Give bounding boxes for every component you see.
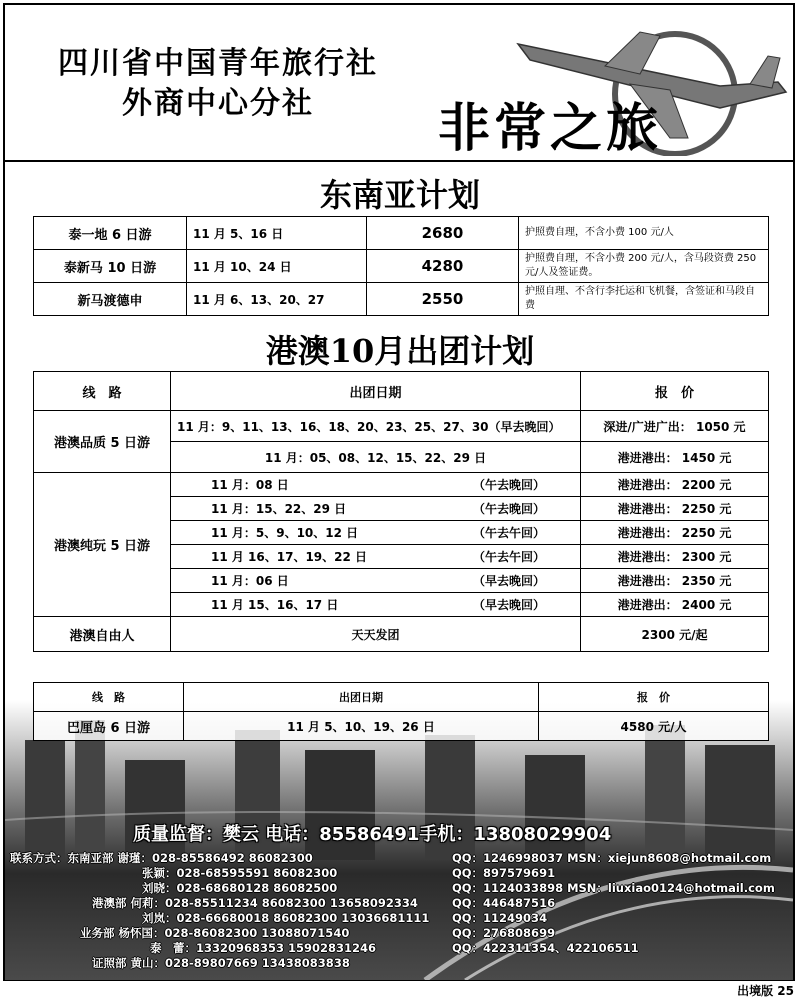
departure-dates: 11 月：05、08、12、15、22、29 日 [171, 442, 581, 473]
price-note: 护照自理、不含行李托运和飞机餐，含签证和马段自费 [519, 283, 769, 316]
contact-line: 港澳部 何莉：028-85511234 86082300 13658092334 [92, 896, 418, 910]
date-text: 11 月：06 日 [211, 574, 289, 588]
price: 港进港出： 2250 元 [581, 497, 769, 521]
departure-dates [171, 545, 581, 569]
qq-line: QQ：446487516 [452, 896, 556, 910]
contact-line: 联系方式：东南亚部 谢瑾：028-85586492 86082300 [10, 851, 313, 865]
header-divider [3, 160, 795, 162]
table-header-row [34, 683, 769, 712]
company-name-line1: 四川省中国青年旅行社 [58, 46, 378, 81]
column-header-dates: 出团日期 [184, 683, 539, 712]
column-header-route: 线 路 [34, 372, 171, 411]
departure-dates [171, 593, 581, 617]
quality-supervision: 质量监督：樊云 电话：85586491手机：13808029904 [133, 824, 612, 845]
table-row [34, 712, 769, 741]
price: 港进港出： 2400 元 [581, 593, 769, 617]
route-name: 港澳纯玩 5 日游 [34, 473, 171, 617]
bali-table [33, 682, 769, 741]
hk-macau-table [33, 371, 769, 652]
price-note: 护照费自理，不含小费 200 元/人，含马段资费 250 元/人及签证费。 [519, 250, 769, 283]
date-text: 11 月：08 日 [211, 478, 289, 492]
table-row [34, 217, 769, 250]
qq-line: QQ：1124033898 MSN：liuxiao0124@hotmail.com [452, 881, 775, 895]
column-header-price: 报 价 [539, 683, 769, 712]
date-text: 11 月：5、9、10、12 日 [211, 526, 359, 540]
price: 深进/广进广出： 1050 元 [581, 411, 769, 442]
route-name: 泰新马 10 日游 [34, 250, 187, 283]
qq-line: QQ：1246998037 MSN：xiejun8608@hotmail.com [452, 851, 772, 865]
hk-macau-title: 港澳10月出团计划 [265, 332, 535, 370]
column-header-route: 线 路 [34, 683, 184, 712]
departure-dates: 11 月 10、24 日 [187, 250, 367, 283]
date-text: 11 月 16、17、19、22 日 [211, 550, 368, 564]
southeast-asia-title: 东南亚计划 [319, 176, 480, 214]
schedule-note: （午去午回） [473, 526, 546, 540]
qq-line: QQ：276808699 [452, 926, 556, 940]
contact-line: 刘岚：028-66680018 86082300 13036681111 [142, 911, 430, 925]
schedule-note: （早去晚回） [473, 574, 546, 588]
table-header-row [34, 372, 769, 411]
departure-dates [171, 473, 581, 497]
table-row [34, 411, 769, 442]
qq-line: QQ：422311354、422106511 [452, 941, 639, 955]
price: 2680 [367, 217, 519, 250]
departure-dates: 11 月 5、10、19、26 日 [184, 712, 539, 741]
price: 2300 元/起 [581, 617, 769, 652]
price: 港进港出： 2200 元 [581, 473, 769, 497]
price: 4580 元/人 [539, 712, 769, 741]
schedule-note: （午去晚回） [473, 478, 546, 492]
contact-line: 证照部 黄山：028-89807669 13438083838 [92, 956, 350, 970]
column-header-price: 报 价 [581, 372, 769, 411]
route-name: 港澳自由人 [34, 617, 171, 652]
company-name [18, 44, 418, 124]
departure-dates: 11 月：9、11、13、16、18、20、23、25、27、30（早去晚回） [171, 411, 581, 442]
contact-line: 张颖：028-68595591 86082300 [142, 866, 338, 880]
price: 4280 [367, 250, 519, 283]
table-row [34, 250, 769, 283]
departure-dates [171, 521, 581, 545]
route-name: 泰一地 6 日游 [34, 217, 187, 250]
departure-dates: 11 月 5、16 日 [187, 217, 367, 250]
price: 2550 [367, 283, 519, 316]
southeast-asia-table [33, 216, 769, 316]
route-name: 巴厘岛 6 日游 [34, 712, 184, 741]
departure-dates [171, 497, 581, 521]
brand-slogan: 非常之旅 [438, 98, 663, 159]
table-row [34, 283, 769, 316]
route-name: 新马渡德申 [34, 283, 187, 316]
contact-line: 泰 蕾：13320968353 15902831246 [150, 941, 377, 955]
qq-line: QQ：11249034 [452, 911, 548, 925]
column-header-dates: 出团日期 [171, 372, 581, 411]
price: 港进港出： 2300 元 [581, 545, 769, 569]
departure-dates [171, 569, 581, 593]
date-text: 11 月 15、16、17 日 [211, 598, 339, 612]
company-name-line2: 外商中心分社 [122, 86, 314, 121]
table-row [34, 617, 769, 652]
price: 港进港出： 2350 元 [581, 569, 769, 593]
schedule-note: （午去午回） [473, 550, 546, 564]
schedule-note: （早去晚回） [473, 598, 546, 612]
price: 港进港出： 1450 元 [581, 442, 769, 473]
date-text: 11 月：15、22、29 日 [211, 502, 347, 516]
schedule-note: （午去晚回） [473, 502, 546, 516]
price: 港进港出： 2250 元 [581, 521, 769, 545]
contact-line: 业务部 杨怀国：028-86082300 13088071540 [80, 926, 350, 940]
qq-line: QQ：897579691 [452, 866, 556, 880]
contact-line: 刘晓：028-68680128 86082500 [142, 881, 338, 895]
page-number: 出境版 25 [737, 984, 794, 998]
price-note: 护照费自理，不含小费 100 元/人 [519, 217, 769, 250]
departure-dates: 天天发团 [171, 617, 581, 652]
departure-dates: 11 月 6、13、20、27 [187, 283, 367, 316]
table-row [34, 473, 769, 497]
route-name: 港澳品质 5 日游 [34, 411, 171, 473]
